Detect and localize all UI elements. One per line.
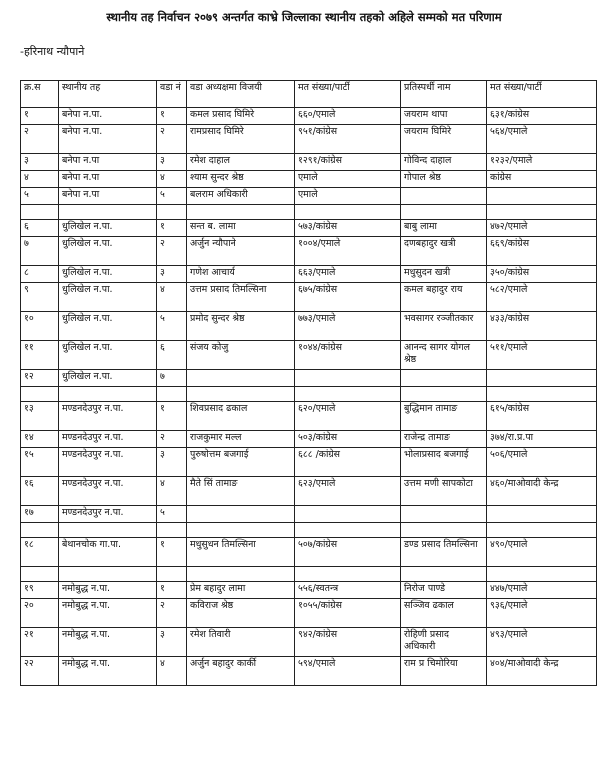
rival-cell: मधुसुदन खत्री <box>401 266 487 283</box>
winner-votes-cell: ९४२/कांग्रेस <box>295 628 401 657</box>
serial-cell: १६ <box>21 477 59 506</box>
winner-votes-cell: ६६०/एमाले <box>295 108 401 125</box>
winner-votes-cell: ५७३/कांग्रेस <box>295 220 401 237</box>
winner-votes-cell: ५०३/कांग्रेस <box>295 431 401 448</box>
serial-cell: १७ <box>21 506 59 523</box>
spacer-cell <box>59 387 157 402</box>
rival-cell: आनन्द सागर योगल श्रेष्ठ <box>401 341 487 370</box>
winner-cell: रमेश तिवारी <box>187 628 295 657</box>
ward-cell: ४ <box>157 283 187 312</box>
winner-cell: रामप्रसाद घिमिरे <box>187 125 295 154</box>
spacer-cell <box>295 567 401 582</box>
spacer-cell <box>21 523 59 538</box>
local-level-cell: मण्डनदेउपुर न.पा. <box>59 448 157 477</box>
table-row <box>21 538 597 567</box>
spacer-cell <box>487 205 597 220</box>
table-body <box>21 108 597 686</box>
ward-cell: १ <box>157 582 187 599</box>
table-row <box>21 125 597 154</box>
spacer-cell <box>21 567 59 582</box>
winner-cell: गणेश आचार्य <box>187 266 295 283</box>
local-level-cell: धुलिखेल न.पा. <box>59 370 157 387</box>
rival-votes-cell: ६६९/कांग्रेस <box>487 237 597 266</box>
local-level-cell: धुलिखेल न.पा. <box>59 266 157 283</box>
rival-cell <box>401 506 487 523</box>
header-winner: वडा अध्यक्षमा विजयी <box>187 81 295 108</box>
winner-votes-cell: ६६३/एमाले <box>295 266 401 283</box>
rival-cell: सञ्जिव ढकाल <box>401 599 487 628</box>
rival-cell: डण्ड प्रसाद तिमल्सिना <box>401 538 487 567</box>
ward-cell: १ <box>157 402 187 431</box>
winner-cell: बलराम अधिकारी <box>187 188 295 205</box>
winner-votes-cell: एमाले <box>295 188 401 205</box>
rival-cell: जयराम थापा <box>401 108 487 125</box>
winner-votes-cell: ६२३/एमाले <box>295 477 401 506</box>
winner-cell: प्रेम बहादुर लामा <box>187 582 295 599</box>
ward-cell: १ <box>157 220 187 237</box>
serial-cell: ६ <box>21 220 59 237</box>
rival-cell: बाबु लामा <box>401 220 487 237</box>
table-row <box>21 370 597 387</box>
document-title: स्थानीय तह निर्वाचन २०७९ अन्तर्गत काभ्रे जिल्लाका स्थानीय तहको अहिले सम्मको मत परिणाम <box>106 10 502 24</box>
winner-cell: उत्तम प्रसाद तिमल्सिना <box>187 283 295 312</box>
local-level-cell: नमोबुद्ध न.पा. <box>59 582 157 599</box>
rival-cell: कमल बहादुर राय <box>401 283 487 312</box>
winner-cell: मैते सिं तामाङ <box>187 477 295 506</box>
table-row <box>21 431 597 448</box>
rival-votes-cell: ६३१/कांग्रेस <box>487 108 597 125</box>
serial-cell: १२ <box>21 370 59 387</box>
ward-cell: ६ <box>157 341 187 370</box>
rival-votes-cell <box>487 188 597 205</box>
winner-cell: कमल प्रसाद घिमिरे <box>187 108 295 125</box>
local-level-cell: बनेपा न.पा. <box>59 108 157 125</box>
ward-cell: ३ <box>157 266 187 283</box>
serial-cell: ९ <box>21 283 59 312</box>
local-level-cell: नमोबुद्ध न.पा. <box>59 599 157 628</box>
table-row <box>21 582 597 599</box>
ward-cell: ५ <box>157 188 187 205</box>
winner-votes-cell: ९५१/कांग्रेस <box>295 125 401 154</box>
ward-cell: २ <box>157 125 187 154</box>
rival-votes-cell: ३७४/रा.प्र.पा <box>487 431 597 448</box>
rival-votes-cell: ५८२/एमाले <box>487 283 597 312</box>
rival-votes-cell <box>487 506 597 523</box>
rival-cell: राजेन्द्र तामाङ <box>401 431 487 448</box>
spacer-cell <box>295 523 401 538</box>
winner-votes-cell <box>295 506 401 523</box>
rival-votes-cell: ४९३/एमाले <box>487 628 597 657</box>
local-level-cell: मण्डनदेउपुर न.पा. <box>59 402 157 431</box>
winner-votes-cell <box>295 370 401 387</box>
winner-votes-cell: १०५५/कांग्रेस <box>295 599 401 628</box>
serial-cell: २ <box>21 125 59 154</box>
table-row <box>21 628 597 657</box>
rival-votes-cell: कांग्रेस <box>487 171 597 188</box>
rival-cell: उत्तम मणी सापकोटा <box>401 477 487 506</box>
local-level-cell: धुलिखेल न.पा. <box>59 283 157 312</box>
winner-cell: मधुसुधन तिमल्सिना <box>187 538 295 567</box>
ward-cell: ४ <box>157 477 187 506</box>
header-rival: प्रतिस्पर्धी नाम <box>401 81 487 108</box>
spacer-cell <box>21 387 59 402</box>
table-row <box>21 448 597 477</box>
serial-cell: २२ <box>21 657 59 686</box>
spacer-cell <box>187 567 295 582</box>
header-rival-votes: मत संख्या/पार्टी <box>487 81 597 108</box>
serial-cell: १ <box>21 108 59 125</box>
local-level-cell: नमोबुद्ध न.पा. <box>59 628 157 657</box>
spacer-cell <box>187 387 295 402</box>
rival-votes-cell: ४३३/कांग्रेस <box>487 312 597 341</box>
serial-cell: ५ <box>21 188 59 205</box>
spacer-cell <box>487 523 597 538</box>
serial-cell: ४ <box>21 171 59 188</box>
rival-votes-cell: ९३६/एमाले <box>487 599 597 628</box>
winner-votes-cell: १००४/एमाले <box>295 237 401 266</box>
table-row <box>21 154 597 171</box>
rival-votes-cell: ५०६/एमाले <box>487 448 597 477</box>
table-row <box>21 402 597 431</box>
local-level-cell: मण्डनदेउपुर न.पा. <box>59 431 157 448</box>
rival-cell: निरोज पाण्डे <box>401 582 487 599</box>
winner-votes-cell: ६२०/एमाले <box>295 402 401 431</box>
winner-cell: राजकुमार मल्ल <box>187 431 295 448</box>
winner-cell <box>187 506 295 523</box>
ward-cell: २ <box>157 237 187 266</box>
serial-cell: १८ <box>21 538 59 567</box>
rival-votes-cell <box>487 370 597 387</box>
spacer-cell <box>157 205 187 220</box>
ward-cell: ५ <box>157 506 187 523</box>
table-row <box>21 237 597 266</box>
rival-cell: बुद्धिमान तामाङ <box>401 402 487 431</box>
serial-cell: ११ <box>21 341 59 370</box>
table-row <box>21 220 597 237</box>
serial-cell: १५ <box>21 448 59 477</box>
winner-votes-cell: १०४४/कांग्रेस <box>295 341 401 370</box>
local-level-cell: धुलिखेल न.पा. <box>59 312 157 341</box>
serial-cell: २१ <box>21 628 59 657</box>
winner-votes-cell: ५०७/कांग्रेस <box>295 538 401 567</box>
winner-cell: अर्जुन न्यौपाने <box>187 237 295 266</box>
header-ward-no: वडा नं <box>157 81 187 108</box>
local-level-cell: धुलिखेल न.पा. <box>59 341 157 370</box>
rival-cell: रोहिणी प्रसाद अधिकारी <box>401 628 487 657</box>
ward-cell: ५ <box>157 312 187 341</box>
table-row <box>21 599 597 628</box>
rival-votes-cell: ५६४/एमाले <box>487 125 597 154</box>
spacer-cell <box>401 523 487 538</box>
ward-cell: ४ <box>157 657 187 686</box>
rival-cell: जयराम घिमिरे <box>401 125 487 154</box>
spacer-cell <box>157 523 187 538</box>
rival-cell <box>401 370 487 387</box>
table-row <box>21 171 597 188</box>
winner-cell: पुरुषोत्तम बजगाई <box>187 448 295 477</box>
winner-cell: रमेश दाहाल <box>187 154 295 171</box>
winner-votes-cell: ६७५/कांग्रेस <box>295 283 401 312</box>
table-row <box>21 341 597 370</box>
spacer-cell <box>21 205 59 220</box>
serial-cell: २० <box>21 599 59 628</box>
table-row <box>21 312 597 341</box>
table-row <box>21 657 597 686</box>
serial-cell: ८ <box>21 266 59 283</box>
ward-cell: ३ <box>157 628 187 657</box>
winner-votes-cell: ५५६/स्वतन्त्र <box>295 582 401 599</box>
local-level-cell: धुलिखेल न.पा. <box>59 237 157 266</box>
spacer-cell <box>295 387 401 402</box>
local-level-cell: मण्डनदेउपुर न.पा. <box>59 477 157 506</box>
local-level-cell: बेथानचोक गा.पा. <box>59 538 157 567</box>
winner-votes-cell: एमाले <box>295 171 401 188</box>
spacer-cell <box>401 205 487 220</box>
header-row <box>21 81 597 108</box>
table-row <box>21 506 597 523</box>
ward-cell: ४ <box>157 171 187 188</box>
winner-votes-cell: ६८८ /कांग्रेस <box>295 448 401 477</box>
winner-cell: श्याम सुन्दर श्रेष्ठ <box>187 171 295 188</box>
winner-cell: सन्त ब. लामा <box>187 220 295 237</box>
results-table <box>20 80 597 686</box>
spacer-cell <box>401 387 487 402</box>
local-level-cell: बनेपा न.पा <box>59 188 157 205</box>
header-winner-votes: मत संख्या/पार्टी <box>295 81 401 108</box>
rival-cell <box>401 188 487 205</box>
group-spacer-row <box>21 523 597 538</box>
rival-votes-cell: ६१५/कांग्रेस <box>487 402 597 431</box>
local-level-cell: नमोबुद्ध न.पा. <box>59 657 157 686</box>
rival-votes-cell: ४०४/माओवादी केन्द्र <box>487 657 597 686</box>
spacer-cell <box>401 567 487 582</box>
rival-cell: राम प्र चिमोरिया <box>401 657 487 686</box>
local-level-cell: बनेपा न.पा <box>59 171 157 188</box>
spacer-cell <box>295 205 401 220</box>
rival-cell: भोलाप्रसाद बजगाई <box>401 448 487 477</box>
rival-cell: गोपाल श्रेष्ठ <box>401 171 487 188</box>
ward-cell: २ <box>157 599 187 628</box>
spacer-cell <box>59 205 157 220</box>
ward-cell: २ <box>157 431 187 448</box>
local-level-cell: बनेपा न.पा. <box>59 125 157 154</box>
spacer-cell <box>59 523 157 538</box>
spacer-cell <box>187 523 295 538</box>
winner-cell: कविराज श्रेष्ठ <box>187 599 295 628</box>
table-row <box>21 108 597 125</box>
rival-cell: गोविन्द दाहाल <box>401 154 487 171</box>
serial-cell: १४ <box>21 431 59 448</box>
rival-cell: भवसागर रञ्जीतकार <box>401 312 487 341</box>
rival-votes-cell: ४७२/एमाले <box>487 220 597 237</box>
winner-cell: अर्जुन बहादुर कार्की <box>187 657 295 686</box>
group-spacer-row <box>21 205 597 220</box>
rival-votes-cell: ३५०/कांग्रेस <box>487 266 597 283</box>
spacer-cell <box>157 387 187 402</box>
header-local-level: स्थानीय तह <box>59 81 157 108</box>
winner-cell: संजय कोजु <box>187 341 295 370</box>
spacer-cell <box>487 567 597 582</box>
spacer-cell <box>487 387 597 402</box>
table-row <box>21 477 597 506</box>
rival-votes-cell: ४४७/एमाले <box>487 582 597 599</box>
group-spacer-row <box>21 567 597 582</box>
local-level-cell: मण्डनदेउपुर न.पा. <box>59 506 157 523</box>
header-serial: क्र.स <box>21 81 59 108</box>
rival-votes-cell: ५११/एमाले <box>487 341 597 370</box>
author-line: -हरिनाथ न्यौपाने <box>20 45 85 58</box>
rival-cell: दणबहादुर खत्री <box>401 237 487 266</box>
rival-votes-cell: ४६०/माओवादी केन्द्र <box>487 477 597 506</box>
winner-votes-cell: ७७३/एमाले <box>295 312 401 341</box>
serial-cell: १३ <box>21 402 59 431</box>
serial-cell: ३ <box>21 154 59 171</box>
serial-cell: १९ <box>21 582 59 599</box>
winner-cell: शिवप्रसाद ढकाल <box>187 402 295 431</box>
winner-cell <box>187 370 295 387</box>
ward-cell: १ <box>157 108 187 125</box>
ward-cell: १ <box>157 538 187 567</box>
ward-cell: ७ <box>157 370 187 387</box>
spacer-cell <box>59 567 157 582</box>
local-level-cell: बनेपा न.पा <box>59 154 157 171</box>
table-row <box>21 283 597 312</box>
rival-votes-cell: १२३२/एमाले <box>487 154 597 171</box>
rival-votes-cell: ४९०/एमाले <box>487 538 597 567</box>
ward-cell: ३ <box>157 154 187 171</box>
winner-votes-cell: ५९४/एमाले <box>295 657 401 686</box>
serial-cell: ७ <box>21 237 59 266</box>
spacer-cell <box>157 567 187 582</box>
ward-cell: ३ <box>157 448 187 477</box>
local-level-cell: धुलिखेल न.पा. <box>59 220 157 237</box>
table-row <box>21 188 597 205</box>
serial-cell: १० <box>21 312 59 341</box>
winner-cell: प्रमोद सुन्दर श्रेष्ठ <box>187 312 295 341</box>
table-row <box>21 266 597 283</box>
group-spacer-row <box>21 387 597 402</box>
spacer-cell <box>187 205 295 220</box>
winner-votes-cell: १२९१/कांग्रेस <box>295 154 401 171</box>
